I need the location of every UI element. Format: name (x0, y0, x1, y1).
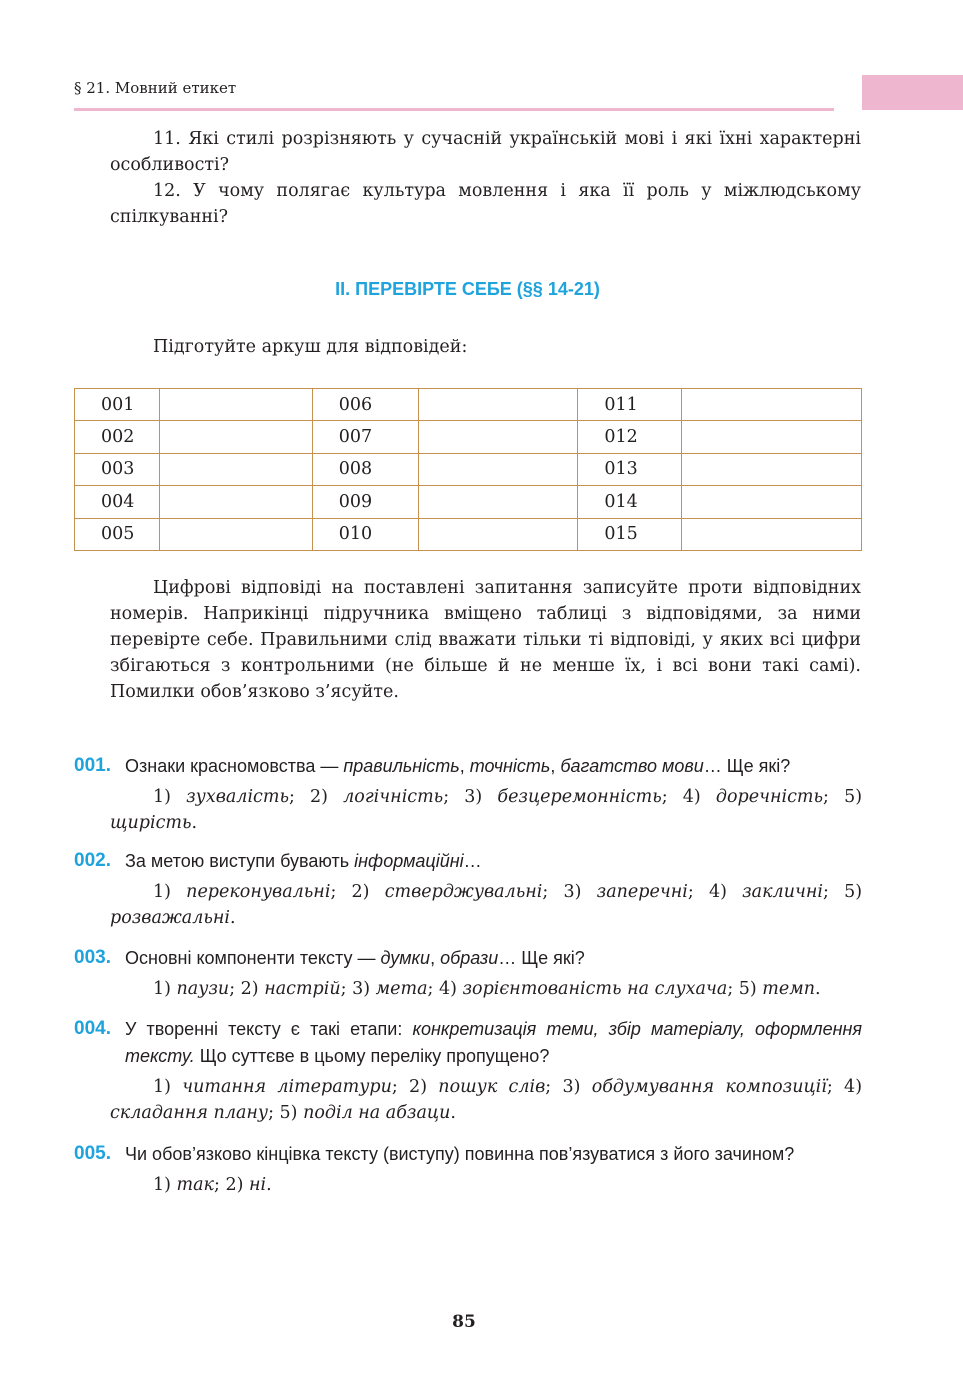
option-number: 1) (153, 979, 177, 999)
answer-number-cell: 006 (312, 389, 418, 421)
answer-blank-cell (159, 518, 312, 550)
option-text: так (176, 1175, 215, 1195)
option-text: темп (762, 979, 816, 999)
header-divider (74, 108, 834, 111)
option-number: 1) (153, 882, 187, 902)
answer-number-cell: 015 (578, 518, 682, 550)
option-number: ; 3) (542, 882, 597, 902)
test-question (74, 753, 862, 836)
option-text: логічність (343, 787, 444, 807)
answer-number-cell: 009 (312, 486, 418, 518)
question-text-part: За метою виступи бувають (125, 851, 355, 871)
page-number: 85 (452, 1312, 476, 1332)
option-text: настрій (264, 979, 341, 999)
answer-blank-cell (682, 389, 862, 421)
answer-blank-cell (418, 421, 578, 453)
option-text: складання плану (110, 1103, 269, 1123)
answer-options (110, 1172, 862, 1198)
answer-blank-cell (159, 389, 312, 421)
review-question-12: 12. У чому полягає культура мовлення і яка її роль у міжлюдському спілкуванні? (110, 181, 861, 227)
answer-blank-cell (682, 518, 862, 550)
question-text-emphasis: точність (469, 756, 551, 776)
prep-instruction: Підготуйте аркуш для відповідей: (153, 337, 468, 357)
option-number: ; 3) (340, 979, 376, 999)
option-text: пошук слів (438, 1077, 546, 1097)
question-text-part: … Ще які? (498, 948, 585, 968)
option-text: мета (375, 979, 428, 999)
answer-blank-cell (159, 453, 312, 485)
question-text-part: У творенні тексту є такі етапи: (125, 1019, 413, 1039)
answer-blank-cell (159, 421, 312, 453)
question-text-part: , (430, 948, 441, 968)
answer-number-cell: 010 (312, 518, 418, 550)
question-number: 001. (74, 755, 111, 776)
option-end-punct: . (191, 813, 198, 833)
answer-number-cell: 003 (75, 453, 160, 485)
question-text-emphasis: думки (380, 948, 431, 968)
option-number: 1) (153, 1175, 177, 1195)
answer-number-cell: 012 (578, 421, 682, 453)
question-text-part: , (550, 756, 561, 776)
question-text (125, 848, 862, 875)
answer-number-cell: 011 (578, 389, 682, 421)
answer-blank-cell (418, 486, 578, 518)
option-text: доречність (715, 787, 824, 807)
option-text: переконувальні (186, 882, 331, 902)
answer-sheet-table (74, 388, 862, 551)
option-number: ; 4) (687, 882, 743, 902)
answer-blank-cell (682, 486, 862, 518)
answer-blank-cell (682, 453, 862, 485)
option-number: ; 2) (288, 787, 344, 807)
table-row (75, 421, 862, 453)
option-number: ; 2) (229, 979, 265, 999)
question-number: 003. (74, 947, 111, 968)
question-text-part: Чи обов’язково кінцівка тексту (виступу) повинна пов’язуватися з його зачином? (125, 1144, 795, 1164)
answer-options (110, 976, 862, 1002)
question-text-part: , (459, 756, 470, 776)
option-text: безцеремонність (497, 787, 662, 807)
answer-blank-cell (682, 421, 862, 453)
question-number: 005. (74, 1143, 111, 1164)
test-question (74, 945, 862, 1002)
table-row (75, 453, 862, 485)
question-number: 002. (74, 850, 111, 871)
option-number: ; 5) (822, 882, 863, 902)
answer-instructions: Цифрові відповіді на поставлені запитання записуйте проти відповідних номерів. Наприкінці підручника вміщено таблиці з відповідями, за ними перевірте себе. Правильними слід вважати тільки ті відповіді, у яких всі цифри збігаються з контрольними (не більше й не менше їх, і всі вони такі самі). Помилки обов’язково з’ясуйте. (110, 578, 861, 702)
test-question (74, 1016, 862, 1126)
option-number: ; 2) (214, 1175, 249, 1195)
answer-blank-cell (159, 486, 312, 518)
section-title: ІІ. ПЕРЕВІРТЕ СЕБЕ (§§ 14-21) (335, 279, 600, 299)
question-text (125, 1016, 862, 1070)
option-number: ; 3) (545, 1077, 592, 1097)
running-header: § 21. Мовний етикет (74, 79, 237, 97)
table-row (75, 518, 862, 550)
review-question-11: 11. Які стилі розрізняють у сучасній українській мові і які їхні характерні особливості? (110, 129, 861, 175)
option-end-punct: . (230, 908, 236, 928)
option-end-punct: . (266, 1175, 272, 1195)
question-number: 004. (74, 1018, 111, 1039)
option-text: зухвалість (186, 787, 289, 807)
answer-number-cell: 007 (312, 421, 418, 453)
answer-options (110, 879, 862, 931)
table-row (75, 389, 862, 421)
option-number: ; 3) (443, 787, 498, 807)
option-text: заперечні (596, 882, 688, 902)
question-text-emphasis: правильність (343, 756, 460, 776)
option-number: ; 4) (826, 1077, 863, 1097)
question-text (125, 945, 862, 972)
option-number: ; 4) (661, 787, 716, 807)
option-text: розважальні (110, 908, 231, 928)
question-text-emphasis: образи (440, 948, 499, 968)
option-number: ; 5) (823, 787, 863, 807)
option-number: ; 4) (427, 979, 463, 999)
answer-number-cell: 008 (312, 453, 418, 485)
question-text-emphasis: інформаційні (354, 851, 464, 871)
option-text: закличні (742, 882, 823, 902)
answer-number-cell: 002 (75, 421, 160, 453)
option-number: 1) (153, 1077, 183, 1097)
test-question (74, 1141, 862, 1198)
option-end-punct: . (450, 1103, 456, 1123)
option-number: ; 5) (727, 979, 763, 999)
option-text: щирість (110, 813, 192, 833)
question-text-emphasis: конкретизація теми, збір матеріалу, оформлення тексту. (125, 1019, 862, 1066)
answer-blank-cell (418, 518, 578, 550)
answer-options (110, 1074, 862, 1126)
question-text-emphasis: багатство мови (560, 756, 704, 776)
answer-blank-cell (418, 389, 578, 421)
header-color-tab (862, 75, 963, 110)
option-text: ні (249, 1175, 267, 1195)
answer-number-cell: 014 (578, 486, 682, 518)
question-text (125, 1141, 862, 1168)
option-number: ; 2) (330, 882, 385, 902)
option-text: паузи (176, 979, 230, 999)
option-text: зорієнтованість на слухача (462, 979, 728, 999)
option-text: стверджувальні (384, 882, 543, 902)
answer-number-cell: 005 (75, 518, 160, 550)
answer-number-cell: 001 (75, 389, 160, 421)
question-text (125, 753, 862, 780)
option-number: ; 5) (268, 1103, 304, 1123)
question-text-part: Що суттєве в цьому переліку пропущено? (194, 1046, 550, 1066)
question-text-part: … (463, 851, 482, 871)
test-question (74, 848, 862, 931)
option-text: поділ на абзаци (303, 1103, 451, 1123)
question-text-part: Ознаки красномовства — (125, 756, 344, 776)
answer-number-cell: 013 (578, 453, 682, 485)
question-text-part: … Ще які? (703, 756, 791, 776)
option-number: ; 2) (391, 1077, 439, 1097)
option-number: 1) (153, 787, 187, 807)
option-text: читання літератури (182, 1077, 392, 1097)
option-end-punct: . (815, 979, 821, 999)
option-text: обдумування композиції (591, 1077, 827, 1097)
answer-options (110, 784, 862, 836)
answer-blank-cell (418, 453, 578, 485)
table-row (75, 486, 862, 518)
answer-number-cell: 004 (75, 486, 160, 518)
question-text-part: Основні компоненти тексту — (125, 948, 381, 968)
